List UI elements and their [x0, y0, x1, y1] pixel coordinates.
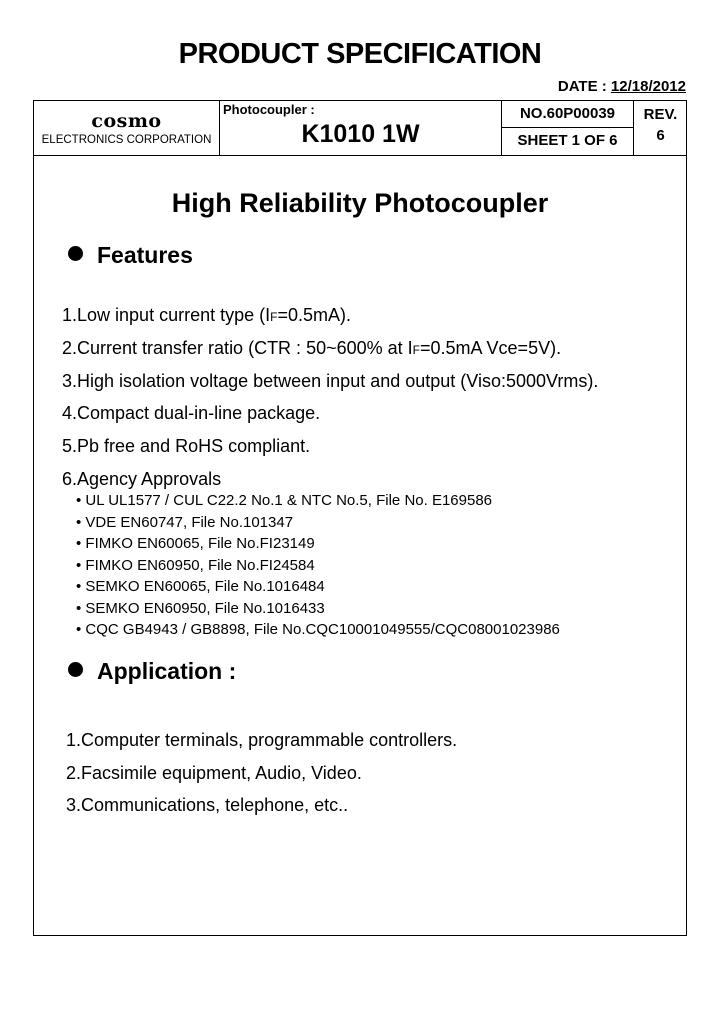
main-title: High Reliability Photocoupler — [171, 188, 549, 218]
approval-item: • SEMKO EN60950, File No.1016433 — [76, 600, 325, 617]
part-type: Photocoupler : — [223, 102, 315, 117]
company-cell — [34, 101, 220, 155]
feature-item: 4.Compact dual-in-line package. — [62, 403, 321, 423]
approval-item: • VDE EN60747, File No.101347 — [76, 514, 294, 531]
feature-item: 2.Current transfer ratio (CTR : 50~600% at IF=0.5mA Vce=5V). — [62, 338, 562, 358]
feature-item: 3.High isolation voltage between input and output (Viso:5000Vrms). — [62, 371, 599, 391]
features-heading — [68, 242, 193, 269]
approval-item: • FIMKO EN60950, File No.FI24584 — [76, 557, 315, 574]
revision-cell — [634, 101, 687, 155]
features-heading-text: Features — [97, 242, 193, 268]
application-heading-text: Application : — [97, 658, 237, 684]
date-line — [558, 78, 686, 95]
revision-value: 6 — [656, 127, 665, 144]
application-item: 1.Computer terminals, programmable controllers. — [66, 730, 458, 750]
feature-item: 6.Agency Approvals — [62, 469, 222, 489]
company-logo: cosmo — [91, 110, 162, 132]
doc-number: NO.60P00039 — [502, 101, 633, 128]
application-heading — [68, 658, 236, 685]
date-label: DATE : — [557, 78, 611, 95]
date-value: 12/18/2012 — [610, 78, 686, 95]
doc-number-cell — [502, 101, 634, 155]
company-name: ELECTRONICS CORPORATION — [41, 134, 212, 146]
part-cell — [220, 101, 502, 155]
bullet-icon — [68, 246, 83, 261]
approval-item: • FIMKO EN60065, File No.FI23149 — [76, 535, 315, 552]
revision-label: REV. — [643, 106, 678, 123]
application-item: 3.Communications, telephone, etc.. — [66, 795, 349, 815]
feature-item: 1.Low input current type (IF=0.5mA). — [62, 305, 351, 325]
document-title: PRODUCT SPECIFICATION — [178, 38, 542, 70]
sheet-number: SHEET 1 OF 6 — [517, 132, 618, 149]
approval-item: • SEMKO EN60065, File No.1016484 — [76, 578, 325, 595]
approval-item: • CQC GB4943 / GB8898, File No.CQC10001049555/CQC08001023986 — [76, 621, 560, 638]
header-table — [34, 101, 686, 156]
part-number: K1010 1W — [301, 120, 420, 148]
bullet-icon — [68, 662, 83, 677]
feature-item: 5.Pb free and RoHS compliant. — [62, 436, 311, 456]
application-item: 2.Facsimile equipment, Audio, Video. — [66, 763, 362, 783]
approval-item: • UL UL1577 / CUL C22.2 No.1 & NTC No.5, File No. E169586 — [76, 492, 493, 509]
